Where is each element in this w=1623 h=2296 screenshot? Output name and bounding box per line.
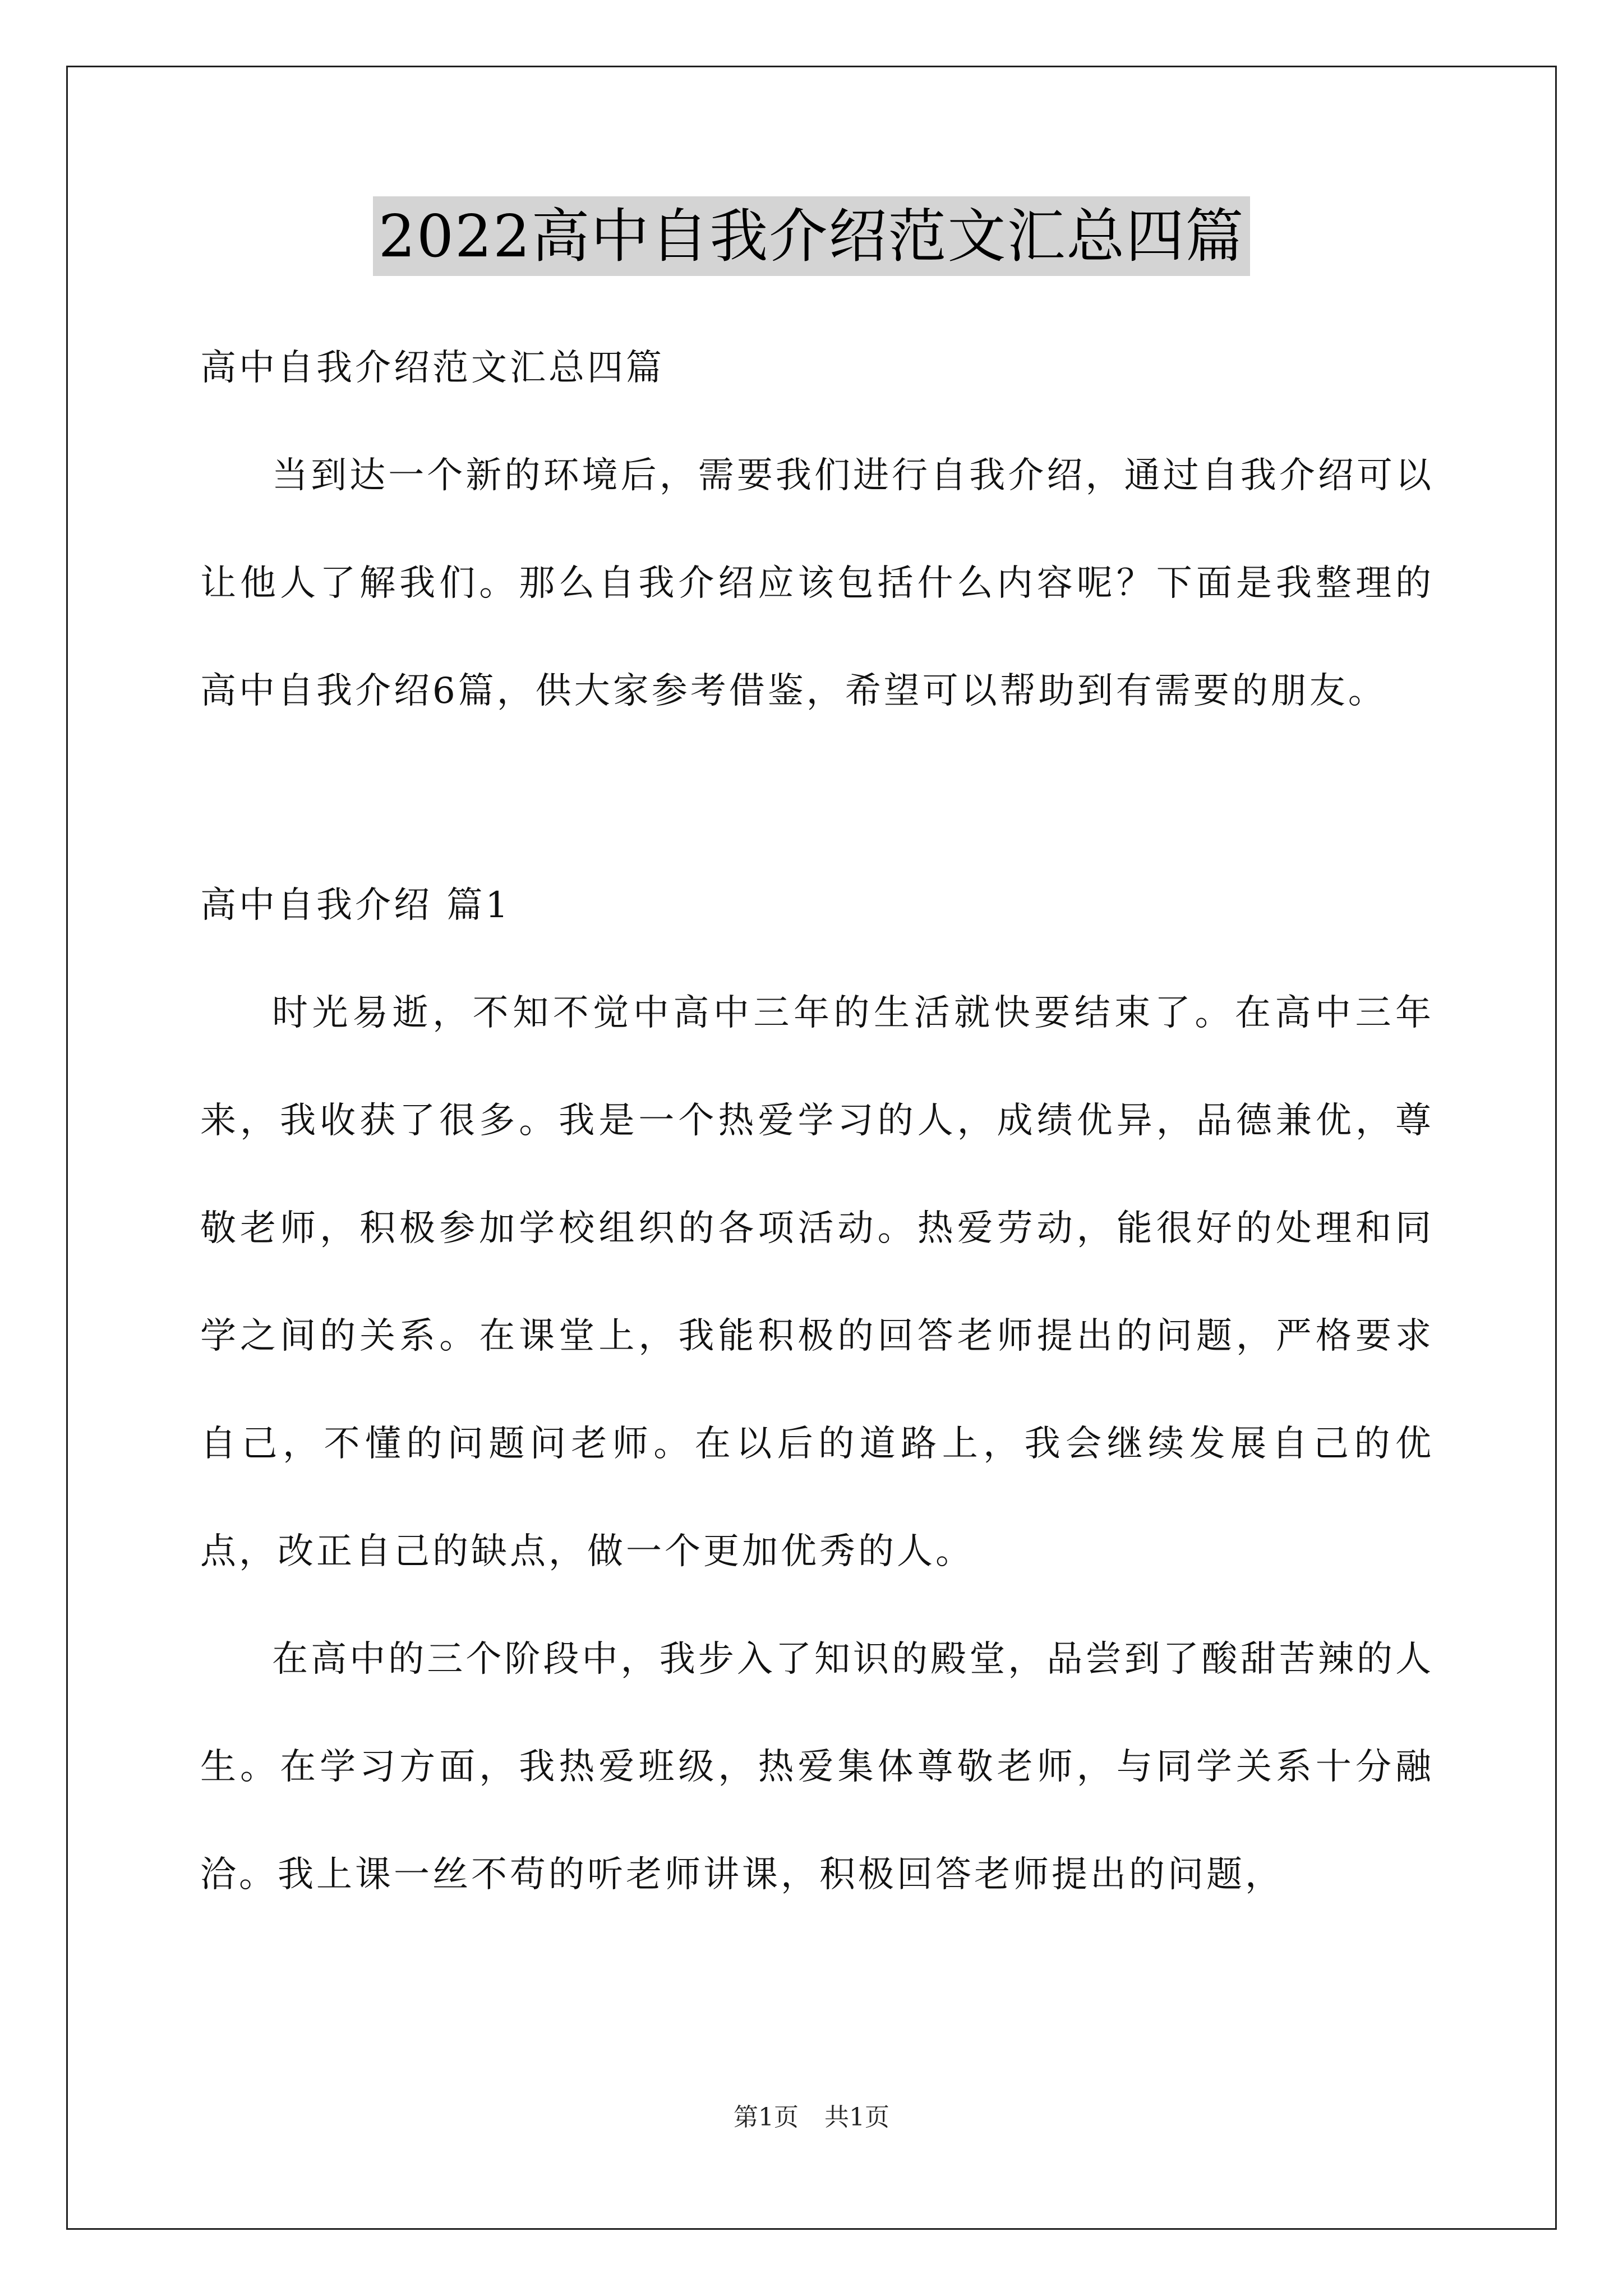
title-wrap [0,196,1623,276]
document-body [200,314,1434,1929]
page-number-current: 第1页 [734,2103,799,2132]
section-heading: 高中自我介绍 篇1 [200,885,511,926]
page-number-total: 共1页 [824,2103,889,2132]
section-gap [200,745,1434,852]
document-subtitle: 高中自我介绍范文汇总四篇 [200,347,665,389]
document-title: 2022高中自我介绍范文汇总四篇 [373,196,1251,276]
page-footer [0,2101,1623,2134]
body-paragraph: 在高中的三个阶段中，我步入了知识的殿堂，品尝到了酸甜苦辣的人生。在学习方面，我热爱班级，热爱集体尊敬老师，与同学关系十分融洽。我上课一丝不苟的听老师讲课，积极回答老师提出的问题， [200,1639,1434,1895]
intro-paragraph: 当到达一个新的环境后，需要我们进行自我介绍，通过自我介绍可以让他人了解我们。那么自我介绍应该包括什么内容呢？下面是我整理的高中自我介绍6篇，供大家参考借鉴，希望可以帮助到有需要的朋友。 [200,455,1434,712]
body-paragraph: 时光易逝，不知不觉中高中三年的生活就快要结束了。在高中三年来，我收获了很多。我是一个热爱学习的人，成绩优异，品德兼优，尊敬老师，积极参加学校组织的各项活动。热爱劳动，能很好的处理和同学之间的关系。在课堂上，我能积极的回答老师提出的问题，严格要求自己，不懂的问题问老师。在以后的道路上，我会继续发展自己的优点，改正自己的缺点，做一个更加优秀的人。 [200,992,1434,1572]
